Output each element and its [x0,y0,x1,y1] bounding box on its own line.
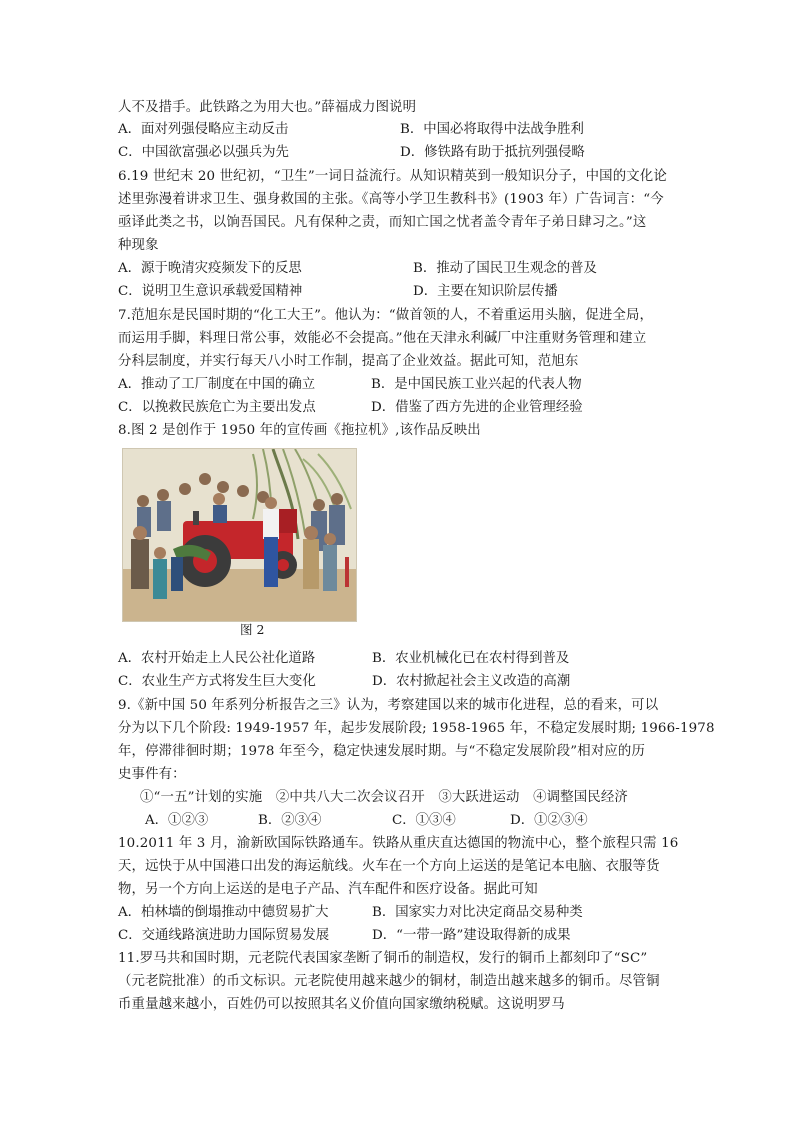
option-q5-c: C．中国欲富强必以强兵为先 [118,145,289,160]
question-10-text: 10.2011 年 3 月，渝新欧国际铁路通车。铁路从重庆直达德国的物流中心，整个旅程只需 16 [118,836,679,851]
option-q9-a: A．①②③ [145,813,209,828]
question-7-text: 分科层制度，并实行每天八小时工作制，提高了企业效益。据此可知，范旭东 [118,354,579,369]
option-q6-d: D．主要在知识阶层传播 [413,284,558,299]
question-6-text: 6.19 世纪末 20 世纪初，“卫生”一词日益流行。从知识精英到一般知识分子，中国的文化论 [118,169,667,184]
figure-caption: 图 2 [240,622,265,637]
option-q10-b: B．国家实力对比决定商品交易种类 [372,905,583,920]
question-9-text: 分为以下几个阶段: 1949-1957 年，起步发展阶段; 1958-1965 年，不稳定发展时期; 1966-1978 [118,721,715,736]
question-11-text: 11.罗马共和国时期，元老院代表国家垄断了铜币的制造权，发行的铜币上都刻印了“SC” [118,951,648,966]
question-10-text: 天，远快于从中国港口出发的海运航线。火车在一个方向上运送的是笔记本电脑、衣服等货 [118,859,660,874]
question-6-text: 述里弥漫着讲求卫生、强身救国的主张。《高等小学卫生教科书》(1903 年）广告词言：“今 [118,192,664,207]
question-7-text: 而运用手脚，料理日常公事，效能必不会提高。”他在天津永利碱厂中注重财务管理和建立 [118,331,647,346]
question-9-items: ①“一五”计划的实施 ②中共八大二次会议召开 ③大跃进运动 ④调整国民经济 [140,790,628,805]
text-line: 人不及措手。此铁路之为用大也。”薛福成力图说明 [118,100,417,115]
option-q7-a: A．推动了工厂制度在中国的确立 [118,377,316,392]
question-8-text: 8.图 2 是创作于 1950 年的宣传画《拖拉机》,该作品反映出 [118,423,481,438]
question-9-text: 年，停滞徘徊时期；1978 年至今，稳定快速发展时期。与“不稳定发展阶段”相对应的历 [118,744,645,759]
question-6-text: 亟译此类之书，以饷吾国民。凡有保种之责，而知亡国之忧者盖令青年子弟日肆习之。”这 [118,215,647,230]
option-q5-b: B．中国必将取得中法战争胜利 [400,122,584,137]
question-6-text: 种现象 [118,238,159,253]
option-q9-b: B．②③④ [258,813,322,828]
option-q5-a: A．面对列强侵略应主动反击 [118,122,289,137]
option-q6-c: C．说明卫生意识承载爱国精神 [118,284,303,299]
option-q7-d: D．借鉴了西方先进的企业管理经验 [371,400,583,415]
option-q5-d: D．修铁路有助于抵抗列强侵略 [400,145,585,160]
option-q6-b: B．推动了国民卫生观念的普及 [413,261,597,276]
option-q6-a: A．源于晚清灾疫频发下的反思 [118,261,302,276]
option-q8-d: D．农村掀起社会主义改造的高潮 [372,674,571,689]
option-q8-b: B．农业机械化已在农村得到普及 [372,651,570,666]
question-9-text: 9.《新中国 50 年系列分析报告之三》认为，考察建国以来的城市化进程，总的看来，可以 [118,698,659,713]
question-10-text: 物，另一个方向上运送的是电子产品、汽车配件和医疗设备。据此可知 [118,882,538,897]
option-q7-c: C．以挽救民族危亡为主要出发点 [118,400,316,415]
option-q9-d: D．①②③④ [510,813,588,828]
option-q9-c: C．①③④ [392,813,456,828]
question-7-text: 7.范旭东是民国时期的“化工大王”。他认为：“做首领的人，不着重运用头脑，促进全局， [118,308,654,323]
option-q8-a: A．农村开始走上人民公社化道路 [118,651,316,666]
question-9-text: 史事件有： [118,767,186,782]
question-11-text: （元老院批准）的币文标识。元老院使用越来越少的铜材，制造出越来越多的铜币。尽管铜 [118,974,660,989]
question-11-text: 币重量越来越小，百姓仍可以按照其名义价值向国家缴纳税赋。这说明罗马 [118,997,565,1012]
option-q10-c: C．交通线路演进助力国际贸易发展 [118,928,330,943]
option-q7-b: B．是中国民族工业兴起的代表人物 [371,377,582,392]
option-q10-a: A．柏林墙的倒塌推动中德贸易扩大 [118,905,329,920]
option-q8-c: C．农业生产方式将发生巨大变化 [118,674,316,689]
option-q10-d: D．“一带一路”建设取得新的成果 [372,928,571,943]
tractor-poster-image [122,448,357,622]
